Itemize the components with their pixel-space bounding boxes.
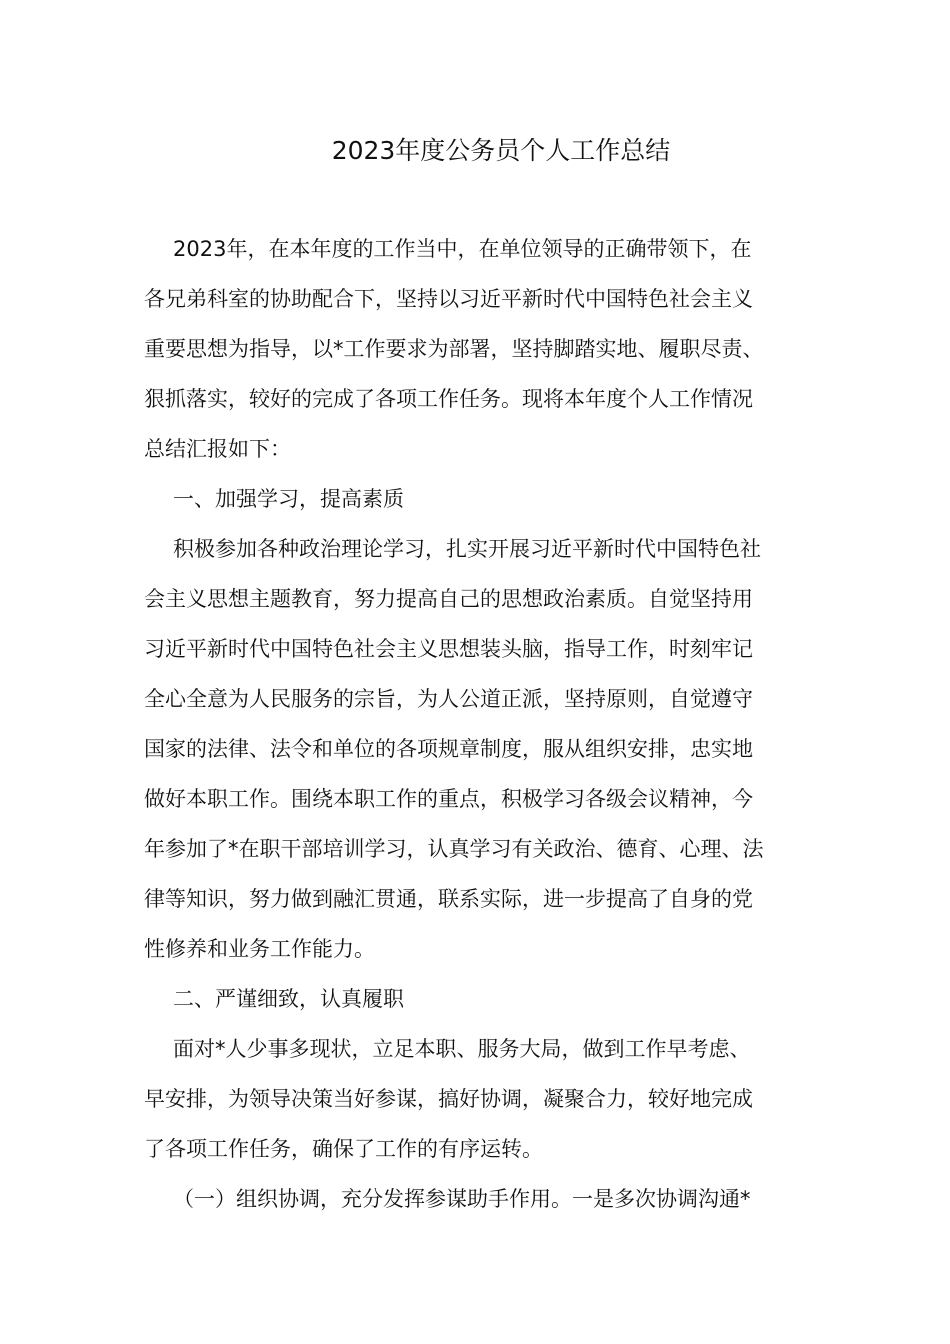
paragraph-line: 面对*人少事多现状，立足本职、服务大局，做到工作早考虑、 <box>173 1037 751 1061</box>
section-heading: 二、严谨细致，认真履职 <box>173 987 404 1011</box>
paragraph-line: 做好本职工作。围绕本职工作的重点，积极学习各级会议精神，今 <box>144 787 753 811</box>
paragraph-line: 2023年，在本年度的工作当中，在单位领导的正确带领下，在 <box>173 237 752 261</box>
paragraph-line: 积极参加各种政治理论学习，扎实开展习近平新时代中国特色社 <box>173 537 761 561</box>
paragraph-line: 律等知识，努力做到融汇贯通，联系实际，进一步提高了自身的党 <box>144 887 753 911</box>
paragraph-line: 各兄弟科室的协助配合下，坚持以习近平新时代中国特色社会主义 <box>144 287 753 311</box>
subsection-line: （一）组织协调，充分发挥参谋助手作用。一是多次协调沟通* <box>173 1187 751 1211</box>
paragraph-line: 国家的法律、法令和单位的各项规章制度，服从组织安排，忠实地 <box>144 737 753 761</box>
paragraph-line: 全心全意为人民服务的宗旨，为人公道正派，坚持原则，自觉遵守 <box>144 687 753 711</box>
paragraph-line: 狠抓落实，较好的完成了各项工作任务。现将本年度个人工作情况 <box>144 387 753 411</box>
paragraph-line: 会主义思想主题教育，努力提高自己的思想政治素质。自觉坚持用 <box>144 587 753 611</box>
paragraph-line: 了各项工作任务，确保了工作的有序运转。 <box>144 1137 543 1161</box>
paragraph-line: 性修养和业务工作能力。 <box>144 937 375 961</box>
paragraph-line: 总结汇报如下： <box>144 437 291 461</box>
paragraph-line: 习近平新时代中国特色社会主义思想装头脑，指导工作，时刻牢记 <box>144 637 753 661</box>
document-title: 2023年度公务员个人工作总结 <box>331 136 671 165</box>
paragraph-line: 重要思想为指导，以*工作要求为部署，坚持脚踏实地、履职尽责、 <box>144 337 764 361</box>
section-heading: 一、加强学习，提高素质 <box>173 487 404 511</box>
paragraph-line: 年参加了*在职干部培训学习，认真学习有关政治、德育、心理、法 <box>144 837 764 861</box>
paragraph-line: 早安排，为领导决策当好参谋，搞好协调，凝聚合力，较好地完成 <box>144 1087 753 1111</box>
